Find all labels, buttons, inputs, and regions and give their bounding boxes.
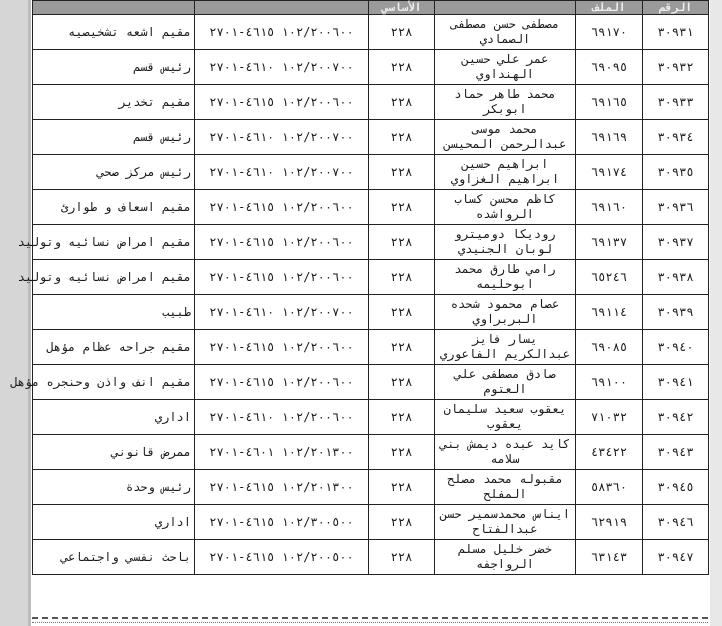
cell-basic: ٢٢٨ [369, 540, 435, 575]
cell-file: ٥٨٣٦٠ [576, 470, 643, 505]
cell-name: يعقوب سعيد سليمان يعقوب [435, 400, 576, 435]
bottom-border-dotted [32, 622, 708, 623]
table-row [33, 400, 709, 435]
cell-file: ٦٩١٦٠ [576, 190, 643, 225]
cell-basic: ٢٢٨ [369, 435, 435, 470]
cell-basic: ٢٢٨ [369, 505, 435, 540]
cell-seq: ٣٠٩٣٥ [643, 155, 709, 190]
cell-name: يسار فايز عبدالكريم الفاعوري [435, 330, 576, 365]
cell-basic: ٢٢٨ [369, 295, 435, 330]
cell-name: كايد عبده ديمش بني سلامه [435, 435, 576, 470]
cell-file: ٦٩١٠٠ [576, 365, 643, 400]
cell-seq: ٣٠٩٣٣ [643, 85, 709, 120]
cell-account: ١٠٢/٢٠٠٧٠٠ ٤٦١٠-٢٧٠١ [195, 155, 369, 190]
cell-account: ١٠٢/٢٠٠٧٠٠ ٤٦١٠-٢٧٠١ [195, 295, 369, 330]
cell-job: مقيم انف واذن وحنجره مؤهل [33, 365, 195, 400]
cell-file: ٦٩١٦٥ [576, 85, 643, 120]
cell-name: ابراهيم حسين ابراهيم الغزاوي [435, 155, 576, 190]
cell-account: ١٠٢/٢٠٠٦٠٠ ٤٦١٠-٢٧٠١ [195, 400, 369, 435]
table-row [33, 260, 709, 295]
cell-name: مصطفى حسن مصطفى الصمادي [435, 15, 576, 50]
cell-file: ٦٩١٦٩ [576, 120, 643, 155]
cell-account: ١٠٢/٢٠٠٦٠٠ ٤٦١٥-٢٧٠١ [195, 190, 369, 225]
table-row [33, 190, 709, 225]
cell-account: ١٠٢/٣٠٠٥٠٠ ٤٦١٥-٢٧٠١ [195, 505, 369, 540]
cell-file: ٧١٠٣٢ [576, 400, 643, 435]
cell-seq: ٣٠٩٤٠ [643, 330, 709, 365]
cell-basic: ٢٢٨ [369, 15, 435, 50]
cell-file: ٦٢٩١٩ [576, 505, 643, 540]
header-account [195, 1, 369, 15]
cell-seq: ٣٠٩٤٧ [643, 540, 709, 575]
cell-file: ٦٥٢٤٦ [576, 260, 643, 295]
table-row [33, 85, 709, 120]
cell-job: ممرض قانوني [33, 435, 195, 470]
header-job [33, 1, 195, 15]
cell-job: رئيس قسم [33, 50, 195, 85]
cell-account: ١٠٢/٢٠٠٦٠٠ ٤٦١٥-٢٧٠١ [195, 260, 369, 295]
cell-name: ايناس محمدسمير حسن عبدالفتاح [435, 505, 576, 540]
cell-job: اداري [33, 505, 195, 540]
cell-seq: ٣٠٩٤٣ [643, 435, 709, 470]
cell-account: ١٠٢/٢٠٠٦٠٠ ٤٦١٥-٢٧٠١ [195, 330, 369, 365]
table-row [33, 120, 709, 155]
scan-edge [28, 0, 31, 626]
cell-job: باحث نفسي واجتماعي [33, 540, 195, 575]
cell-seq: ٣٠٩٤٦ [643, 505, 709, 540]
table-row [33, 365, 709, 400]
cell-seq: ٣٠٩٣٦ [643, 190, 709, 225]
cell-account: ١٠٢/٢٠٠٦٠٠ ٤٦١٥-٢٧٠١ [195, 365, 369, 400]
cell-file: ٦٩١١٤ [576, 295, 643, 330]
cell-basic: ٢٢٨ [369, 190, 435, 225]
bottom-border [32, 617, 708, 619]
cell-file: ٦٩٠٨٥ [576, 330, 643, 365]
table-row [33, 295, 709, 330]
cell-basic: ٢٢٨ [369, 400, 435, 435]
cell-basic: ٢٢٨ [369, 120, 435, 155]
cell-job: رئيس مركز صحي [33, 155, 195, 190]
table-row [33, 435, 709, 470]
cell-file: ٦٩١٧٠ [576, 15, 643, 50]
cell-name: عصام محمود شحده البربراوي [435, 295, 576, 330]
employee-table [10, 0, 709, 575]
table-row [33, 470, 709, 505]
cell-name: صادق مصطفى علي العتوم [435, 365, 576, 400]
cell-name: خضر خليل مسلم الرواجفه [435, 540, 576, 575]
cell-seq: ٣٠٩٤٢ [643, 400, 709, 435]
cell-file: ٤٣٤٢٢ [576, 435, 643, 470]
cell-seq: ٣٠٩٣٩ [643, 295, 709, 330]
header-seq: الرقم [643, 1, 709, 15]
cell-basic: ٢٢٨ [369, 260, 435, 295]
cell-job: مقيم اسعاف و طوارئ [33, 190, 195, 225]
cell-job: رئيس قسم [33, 120, 195, 155]
cell-job: طبيب [33, 295, 195, 330]
cell-account: ١٠٢/٢٠٠٦٠٠ ٤٦١٥-٢٧٠١ [195, 225, 369, 260]
cell-file: ٦٩٠٩٥ [576, 50, 643, 85]
cell-basic: ٢٢٨ [369, 365, 435, 400]
cell-basic: ٢٢٨ [369, 50, 435, 85]
cell-seq: ٣٠٩٤٥ [643, 470, 709, 505]
cell-file: ٦٣١٤٣ [576, 540, 643, 575]
table-row [33, 505, 709, 540]
cell-seq: ٣٠٩٣٤ [643, 120, 709, 155]
table-row [33, 50, 709, 85]
cell-job: مقيم امراض نسائيه وتوليد [33, 225, 195, 260]
cell-seq: ٣٠٩٣٢ [643, 50, 709, 85]
cell-name: عمر علي حسين الهنداوي [435, 50, 576, 85]
cell-job: مقيم اشعه تشخيصيه [33, 15, 195, 50]
cell-file: ٦٩١٣٧ [576, 225, 643, 260]
cell-name: مقبوله محمد مصلح المفلح [435, 470, 576, 505]
cell-basic: ٢٢٨ [369, 330, 435, 365]
cell-name: روديكا دوميترو لوبان الجنيدي [435, 225, 576, 260]
scan-right-strip [710, 0, 722, 626]
cell-job: مقيم امراض نسائيه وتوليد [33, 260, 195, 295]
cell-file: ٦٩١٧٤ [576, 155, 643, 190]
cell-account: ١٠٢/٢٠٠٧٠٠ ٤٦١٠-٢٧٠١ [195, 50, 369, 85]
cell-account: ١٠٢/٢٠١٣٠٠ ٤٦٠١-٢٧٠١ [195, 435, 369, 470]
table-header-row [33, 1, 709, 15]
table-row [33, 540, 709, 575]
header-file: الملف [576, 1, 643, 15]
cell-basic: ٢٢٨ [369, 155, 435, 190]
cell-name: محمد طاهر حماد ابوبكر [435, 85, 576, 120]
cell-name: محمد موسى عبدالرحمن المحيسن [435, 120, 576, 155]
cell-seq: ٣٠٩٤١ [643, 365, 709, 400]
table-row [33, 15, 709, 50]
cell-account: ١٠٢/٢٠٠٦٠٠ ٤٦١٥-٢٧٠١ [195, 15, 369, 50]
cell-seq: ٣٠٩٣١ [643, 15, 709, 50]
cell-basic: ٢٢٨ [369, 470, 435, 505]
cell-account: ١٠٢/٢٠٠٦٠٠ ٤٦١٥-٢٧٠١ [195, 85, 369, 120]
cell-name: رامي طارق محمد ابوحليمه [435, 260, 576, 295]
cell-name: كاظم محسن كساب الرواشده [435, 190, 576, 225]
cell-basic: ٢٢٨ [369, 85, 435, 120]
cell-basic: ٢٢٨ [369, 225, 435, 260]
cell-seq: ٣٠٩٣٨ [643, 260, 709, 295]
cell-job: مقيم جراحه عظام مؤهل [33, 330, 195, 365]
cell-job: رئيس وحدة [33, 470, 195, 505]
cell-account: ١٠٢/٢٠٠٥٠٠ ٤٦١٥-٢٧٠١ [195, 540, 369, 575]
cell-job: مقيم تخدير [33, 85, 195, 120]
table-row [33, 155, 709, 190]
table-row [33, 330, 709, 365]
header-basic: الأساسي [369, 1, 435, 15]
cell-job: اداري [33, 400, 195, 435]
scan-margin [0, 0, 28, 626]
cell-account: ١٠٢/٢٠١٣٠٠ ٤٦١٥-٢٧٠١ [195, 470, 369, 505]
header-name [435, 1, 576, 15]
table-row [33, 225, 709, 260]
cell-account: ١٠٢/٢٠٠٧٠٠ ٤٦١٠-٢٧٠١ [195, 120, 369, 155]
cell-seq: ٣٠٩٣٧ [643, 225, 709, 260]
